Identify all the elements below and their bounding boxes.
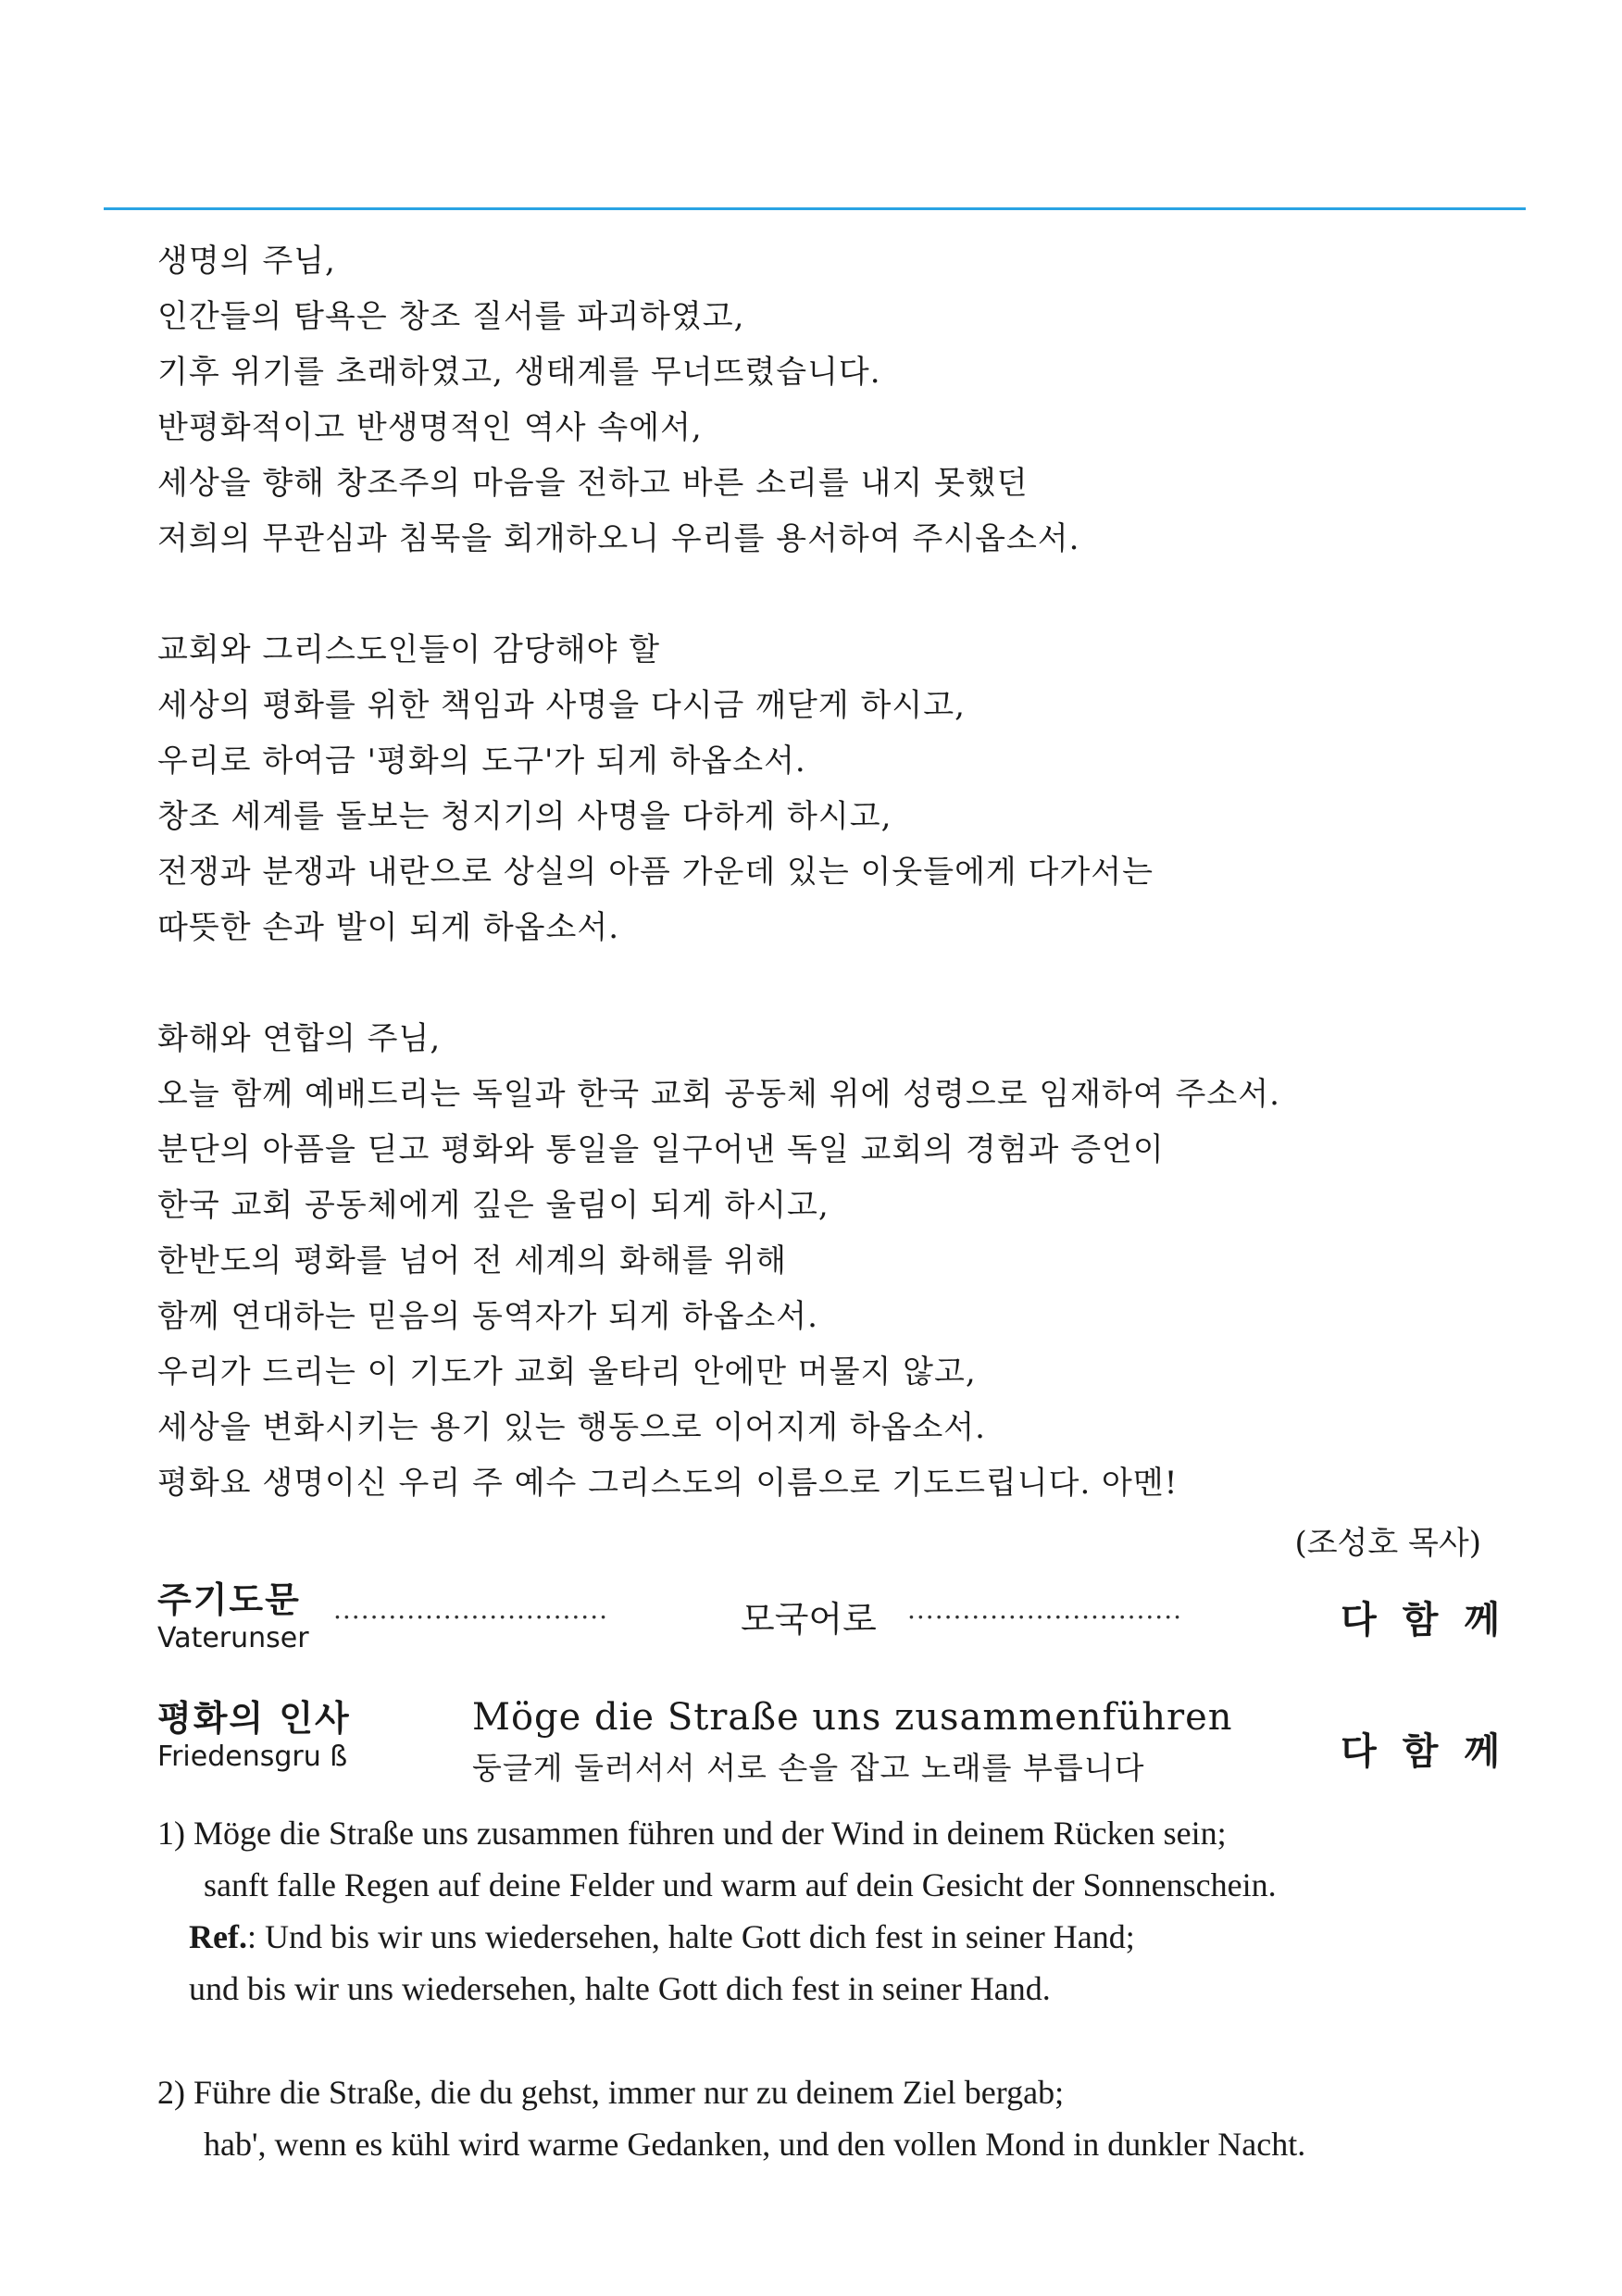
peace-greeting-subtitle: Friedensgru ß bbox=[157, 1741, 348, 1773]
lords-prayer-row bbox=[157, 1578, 1526, 1661]
prayer-line: 우리가 드리는 이 기도가 교회 울타리 안에만 머물지 않고, bbox=[157, 1354, 977, 1391]
peace-greeting-title: 평화의 인사 bbox=[157, 1698, 351, 1739]
song-title: Möge die Straße uns zusammenführen bbox=[472, 1696, 1233, 1739]
lords-prayer-all: 다함께 bbox=[1341, 1599, 1526, 1641]
prayer-line: 세상을 변화시키는 용기 있는 행동으로 이어지게 하옵소서. bbox=[157, 1409, 986, 1446]
prayer-text bbox=[157, 233, 1472, 1511]
prayer-line: 우리로 하여금 '평화의 도구'가 되게 하옵소서. bbox=[157, 742, 806, 780]
prayer-line: 교회와 그리스도인들이 감당해야 할 bbox=[157, 631, 661, 668]
prayer-line: 화해와 연합의 주님, bbox=[157, 1020, 442, 1057]
prayer-line: 저희의 무관심과 침묵을 회개하오니 우리를 용서하여 주시옵소서. bbox=[157, 520, 1080, 557]
prayer-line: 인간들의 탐욕은 창조 질서를 파괴하였고, bbox=[157, 298, 745, 335]
lyric-line: 2) Führe die Straße, die du gehst, immer nur zu deinem Ziel bergab; bbox=[157, 2074, 1065, 2111]
prayer-line: 한국 교회 공동체에게 깊은 울림이 되게 하시고, bbox=[157, 1187, 830, 1224]
prayer-author: (조성호 목사) bbox=[1294, 1525, 1481, 1562]
prayer-line: 분단의 아픔을 딛고 평화와 통일을 일구어낸 독일 교회의 경험과 증언이 bbox=[157, 1131, 1165, 1168]
song-instruction: 둥글게 둘러서서 서로 손을 잡고 노래를 부릅니다 bbox=[472, 1750, 1145, 1786]
lyric-line: hab', wenn es kühl wird warme Gedanken, und den vollen Mond in dunkler Nacht. bbox=[204, 2126, 1306, 2163]
refrain-line bbox=[157, 1911, 1528, 1963]
peace-greeting-row bbox=[157, 1696, 1526, 1789]
prayer-line: 한반도의 평화를 넘어 전 세계의 화해를 위해 bbox=[157, 1242, 788, 1279]
leader-dots: .............................. bbox=[907, 1594, 1183, 1625]
refrain-line: und bis wir uns wiedersehen, halte Gott dich fest in seiner Hand. bbox=[189, 1970, 1051, 2007]
refrain-label: Ref. bbox=[189, 1918, 247, 1955]
prayer-line: 세상의 평화를 위한 책임과 사명을 다시금 깨닫게 하시고, bbox=[157, 687, 966, 724]
lords-prayer-subtitle: Vaterunser bbox=[157, 1622, 309, 1654]
verse-gap bbox=[157, 2015, 1528, 2066]
leader-dots: .............................. bbox=[333, 1594, 609, 1625]
song-lyrics bbox=[157, 1807, 1528, 2170]
prayer-line: 평화요 생명이신 우리 주 예수 그리스도의 이름으로 기도드립니다. 아멘! bbox=[157, 1465, 1179, 1502]
prayer-line: 반평화적이고 반생명적인 역사 속에서, bbox=[157, 409, 703, 446]
paragraph-gap bbox=[157, 955, 1472, 1011]
refrain-text: : Und bis wir uns wiedersehen, halte Gott dich fest in seiner Hand; bbox=[246, 1918, 1135, 1955]
lyric-line: 1) Möge die Straße uns zusammen führen und der Wind in deinem Rücken sein; bbox=[157, 1815, 1227, 1852]
prayer-line: 전쟁과 분쟁과 내란으로 상실의 아픔 가운데 있는 이웃들에게 다가서는 bbox=[157, 854, 1154, 891]
lyric-line: sanft falle Regen auf deine Felder und warm auf dein Gesicht der Sonnenschein. bbox=[204, 1866, 1277, 1903]
prayer-line: 따뜻한 손과 발이 되게 하옵소서. bbox=[157, 909, 620, 946]
prayer-line: 기후 위기를 초래하였고, 생태계를 무너뜨렸습니다. bbox=[157, 354, 881, 391]
paragraph-gap bbox=[157, 567, 1472, 622]
header-rule bbox=[104, 207, 1526, 210]
prayer-line: 생명의 주님, bbox=[157, 243, 336, 280]
lords-prayer-mode: 모국어로 bbox=[741, 1599, 877, 1640]
lords-prayer-title: 주기도문 bbox=[157, 1579, 301, 1620]
prayer-line: 오늘 함께 예배드리는 독일과 한국 교회 공동체 위에 성령으로 임재하여 주소서. bbox=[157, 1076, 1280, 1113]
prayer-line: 함께 연대하는 믿음의 동역자가 되게 하옵소서. bbox=[157, 1298, 818, 1335]
peace-greeting-all: 다함께 bbox=[1341, 1730, 1526, 1773]
prayer-line: 세상을 향해 창조주의 마음을 전하고 바른 소리를 내지 못했던 bbox=[157, 465, 1029, 502]
prayer-line: 창조 세계를 돌보는 청지기의 사명을 다하게 하시고, bbox=[157, 798, 892, 835]
